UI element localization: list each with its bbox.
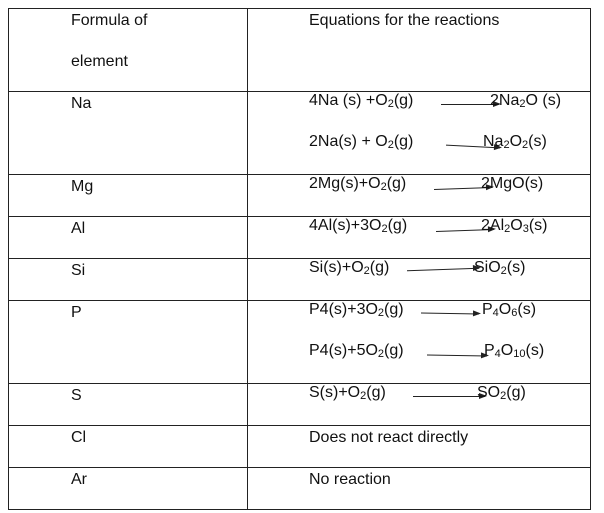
- element-symbol: Si: [71, 262, 86, 279]
- element-cell: [9, 384, 248, 426]
- table-row-mg: [9, 175, 591, 217]
- equation: [309, 301, 590, 342]
- element-cell: [9, 92, 248, 175]
- reactants: $4Al(s)+3O_2(g)$: [309, 217, 408, 235]
- equation-cell: [248, 426, 591, 468]
- equation: [309, 217, 590, 258]
- reactions-table: [8, 8, 591, 510]
- header-formula-line2: element: [71, 53, 128, 70]
- element-cell: [9, 468, 248, 510]
- reactants: $P4(s)+3O_2(g)$: [309, 301, 404, 319]
- arrow-icon: [413, 396, 485, 397]
- products: SiO$_2$(s): [474, 259, 526, 277]
- table-row-ar: [9, 468, 591, 510]
- equation-cell: [248, 175, 591, 217]
- arrow-icon: [407, 268, 479, 272]
- element-cell: [9, 301, 248, 384]
- reactants: $2Na(s) + O_2(g)$: [309, 133, 414, 151]
- table-row-s: [9, 384, 591, 426]
- equation: [309, 384, 590, 425]
- equation: [309, 259, 590, 300]
- products: $Na_2O_2(s)$: [483, 133, 547, 151]
- equation-cell: [248, 259, 591, 301]
- table-row-cl: [9, 426, 591, 468]
- element-cell: [9, 426, 248, 468]
- table-row-si: [9, 259, 591, 301]
- reaction-note: Does not react directly: [309, 429, 469, 446]
- table-row-al: [9, 217, 591, 259]
- reactants: $P4(s)+5O_2(g)$: [309, 342, 404, 360]
- element-symbol: P: [71, 304, 82, 321]
- header-equations: Equations for the reactions: [309, 12, 500, 29]
- arrow-icon: [421, 312, 479, 314]
- header-cell-formula: [9, 9, 248, 92]
- products: $P_4O_6(s)$: [482, 301, 537, 319]
- reactants: 4Na $(s) +O_2(g)$: [309, 92, 414, 110]
- element-symbol: Na: [71, 95, 92, 112]
- element-symbol: Ar: [71, 471, 87, 488]
- element-symbol: Mg: [71, 178, 94, 195]
- table-row-na: [9, 92, 591, 175]
- equation-cell: [248, 301, 591, 384]
- equation: [309, 342, 590, 383]
- products: 2MgO(s): [481, 175, 544, 192]
- equation-cell: [248, 384, 591, 426]
- element-symbol: Al: [71, 220, 86, 237]
- element-cell: [9, 259, 248, 301]
- equation-cell: [248, 92, 591, 175]
- element-cell: [9, 175, 248, 217]
- element-cell: [9, 217, 248, 259]
- reactants: $2Mg(s)+O_2(g)$: [309, 175, 407, 193]
- element-symbol: S: [71, 387, 82, 404]
- equation: [309, 133, 590, 174]
- header-cell-equations: [248, 9, 591, 92]
- header-row: [9, 9, 591, 92]
- products: $P_4O_{10}(s)$: [484, 342, 545, 360]
- reaction-note: No reaction: [309, 471, 391, 488]
- products: $2Na_2O$ (s): [490, 92, 562, 110]
- table-row-p: [9, 301, 591, 384]
- reactants: $S(s)+O_2(g)$: [309, 384, 386, 402]
- header-formula-line1: Formula of: [71, 12, 148, 29]
- equation: [309, 92, 590, 133]
- arrow-icon: [427, 354, 487, 356]
- reactants: $Si(s)+O_2(g)$: [309, 259, 390, 277]
- element-symbol: Cl: [71, 429, 87, 446]
- products: $SO_2(g)$: [477, 384, 526, 402]
- equation: [309, 175, 590, 216]
- products: $2Al_2O_3(s)$: [481, 217, 548, 235]
- equation-cell: [248, 468, 591, 510]
- equation-cell: [248, 217, 591, 259]
